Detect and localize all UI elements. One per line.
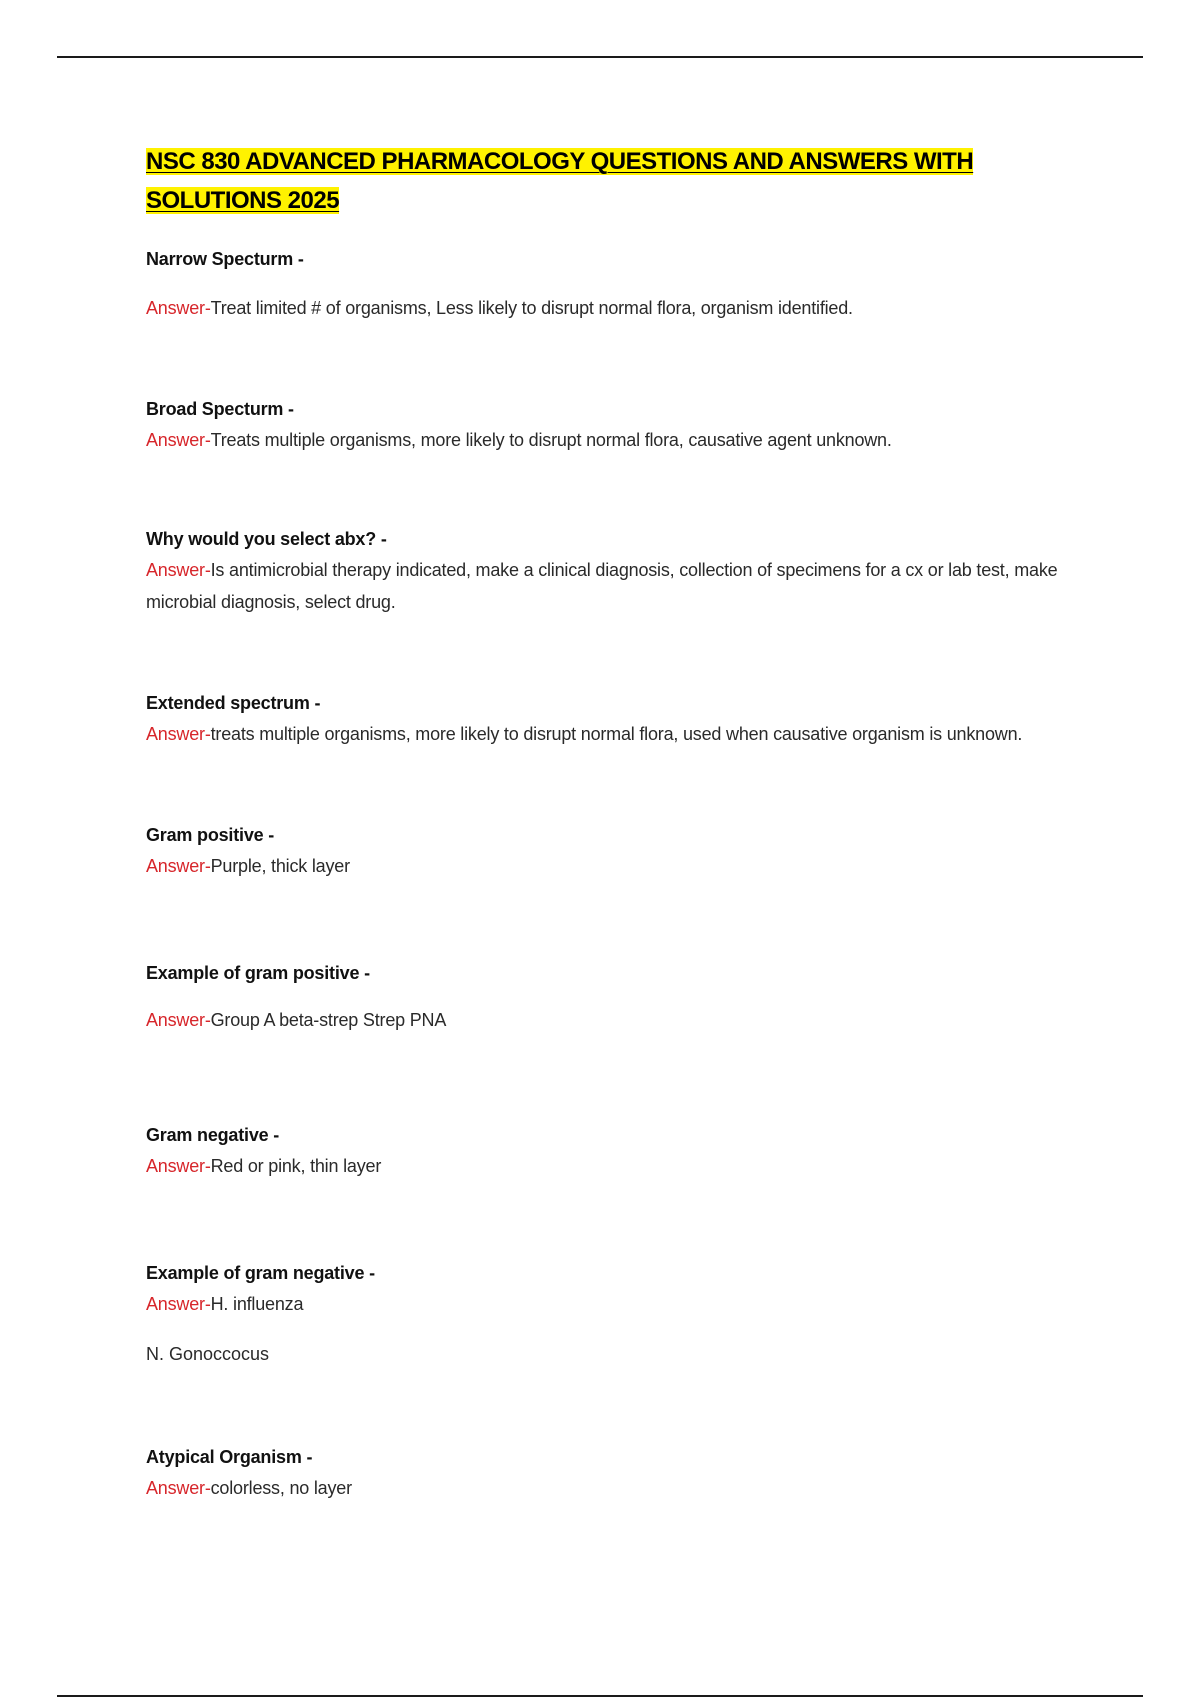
answer-row [146,1472,1086,1504]
answer-label: Answer- [146,430,211,450]
answer-text: Group A beta-strep Strep PNA [210,1010,447,1030]
answer-row [146,1004,1086,1036]
question-text: Example of gram positive - [146,963,370,983]
title-line-1: NSC 830 ADVANCED PHARMACOLOGY QUESTIONS AND ANSWERS WITH [146,148,974,175]
question-text: Gram negative - [146,1125,280,1145]
qa-item [146,958,1086,1036]
answer-row [146,718,1086,750]
question-text: Gram positive - [146,825,275,845]
qa-item [146,1442,1086,1504]
document-title [146,142,1086,220]
answer-row [146,424,1086,456]
question-text: Why would you select abx? - [146,529,387,549]
question-text: Atypical Organism - [146,1447,313,1467]
bottom-divider [57,1695,1143,1697]
answer-text: Purple, thick layer [210,856,350,876]
answer-text: Red or pink, thin layer [210,1156,382,1176]
qa-item [146,1120,1086,1182]
answer-text: colorless, no layer [210,1478,352,1498]
answer-label: Answer- [146,298,211,318]
document-body [146,142,1086,1504]
qa-item [146,820,1086,882]
answer-label: Answer- [146,1294,211,1314]
answer-text: H. influenza [210,1294,304,1314]
answer-row [146,292,1086,324]
answer-text: treats multiple organisms, more likely to disrupt normal flora, used when causative organism is unknown. [210,724,1023,744]
question-text: Extended spectrum - [146,693,321,713]
answer-row [146,1150,1086,1182]
answer-text: Is antimicrobial therapy indicated, make a clinical diagnosis, collection of specimens for a cx or lab test, make microbial diagnosis, select drug. [146,560,1058,612]
answer-label: Answer- [146,856,211,876]
qa-item [146,244,1086,324]
answer-extra-text: N. Gonoccocus [146,1344,270,1364]
qa-item [146,1258,1086,1370]
answer-label: Answer- [146,1010,211,1030]
answer-text: Treat limited # of organisms, Less likely to disrupt normal flora, organism identified. [210,298,853,318]
answer-row [146,554,1086,618]
answer-row [146,1288,1086,1320]
answer-label: Answer- [146,560,211,580]
answer-label: Answer- [146,1156,211,1176]
qa-item [146,688,1086,750]
title-line-2: SOLUTIONS 2025 [146,187,340,214]
answer-text: Treats multiple organisms, more likely to disrupt normal flora, causative agent unknown. [210,430,892,450]
qa-item [146,394,1086,456]
answer-row [146,850,1086,882]
answer-label: Answer- [146,1478,211,1498]
top-divider [57,56,1143,58]
qa-item [146,524,1086,618]
question-text: Example of gram negative - [146,1263,375,1283]
question-text: Narrow Specturm - [146,249,304,269]
question-text: Broad Specturm - [146,399,294,419]
answer-label: Answer- [146,724,211,744]
